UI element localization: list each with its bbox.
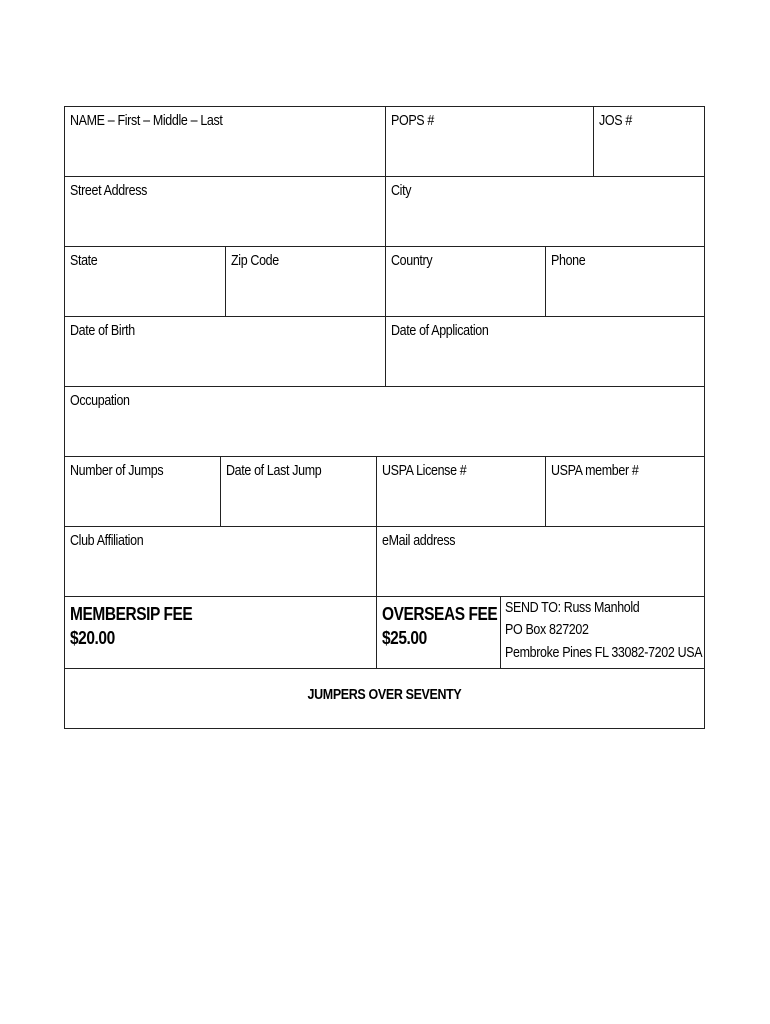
state-label: State — [70, 253, 98, 269]
application-form — [64, 106, 705, 729]
date-of-application-field[interactable] — [385, 317, 704, 386]
uspa-license-label: USPA License # — [382, 463, 467, 479]
row-address — [65, 177, 704, 247]
date-of-application-label: Date of Application — [391, 323, 489, 339]
city-field[interactable] — [385, 177, 704, 246]
row-club — [65, 527, 704, 597]
footer-title-text: JUMPERS OVER SEVENTY — [307, 687, 462, 703]
name-label: NAME – First – Middle – Last — [70, 113, 223, 129]
phone-label: Phone — [551, 253, 586, 269]
uspa-member-label: USPA member # — [551, 463, 639, 479]
membership-fee-title: MEMBERSIP FEE — [70, 604, 193, 624]
row-fees — [65, 597, 704, 669]
name-field[interactable] — [65, 107, 385, 176]
send-to-line: SEND TO: Russ Manhold — [505, 600, 640, 616]
send-to-cell — [500, 597, 704, 668]
membership-fee-amount: $20.00 — [70, 628, 115, 648]
occupation-field[interactable] — [65, 387, 704, 456]
number-of-jumps-label: Number of Jumps — [70, 463, 164, 479]
street-address-label: Street Address — [70, 183, 147, 199]
row-occupation — [65, 387, 704, 457]
club-affiliation-label: Club Affiliation — [70, 533, 144, 549]
date-of-birth-label: Date of Birth — [70, 323, 135, 339]
uspa-license-field[interactable] — [376, 457, 545, 526]
overseas-fee-title: OVERSEAS FEE — [382, 604, 498, 624]
zip-code-label: Zip Code — [231, 253, 279, 269]
pops-field[interactable] — [385, 107, 593, 176]
date-of-last-jump-field[interactable] — [220, 457, 376, 526]
overseas-fee-amount: $25.00 — [382, 628, 427, 648]
row-dates — [65, 317, 704, 387]
phone-field[interactable] — [545, 247, 704, 316]
pops-label: POPS # — [391, 113, 434, 129]
date-of-last-jump-label: Date of Last Jump — [226, 463, 322, 479]
zip-code-field[interactable] — [225, 247, 385, 316]
city-label: City — [391, 183, 412, 199]
jos-field[interactable] — [593, 107, 704, 176]
row-jumps — [65, 457, 704, 527]
occupation-label: Occupation — [70, 393, 130, 409]
po-box-line: PO Box 827202 — [505, 622, 589, 638]
state-field[interactable] — [65, 247, 225, 316]
overseas-fee-cell — [376, 597, 500, 668]
uspa-member-field[interactable] — [545, 457, 704, 526]
email-address-field[interactable] — [376, 527, 704, 596]
email-address-label: eMail address — [382, 533, 456, 549]
membership-fee-cell — [65, 597, 376, 668]
date-of-birth-field[interactable] — [65, 317, 385, 386]
row-footer — [65, 669, 704, 728]
row-location — [65, 247, 704, 317]
street-address-field[interactable] — [65, 177, 385, 246]
country-field[interactable] — [385, 247, 545, 316]
country-label: Country — [391, 253, 433, 269]
number-of-jumps-field[interactable] — [65, 457, 220, 526]
club-affiliation-field[interactable] — [65, 527, 376, 596]
jos-label: JOS # — [599, 113, 632, 129]
footer-title — [65, 687, 704, 703]
row-name — [65, 107, 704, 177]
city-zip-line: Pembroke Pines FL 33082-7202 USA — [505, 645, 703, 661]
